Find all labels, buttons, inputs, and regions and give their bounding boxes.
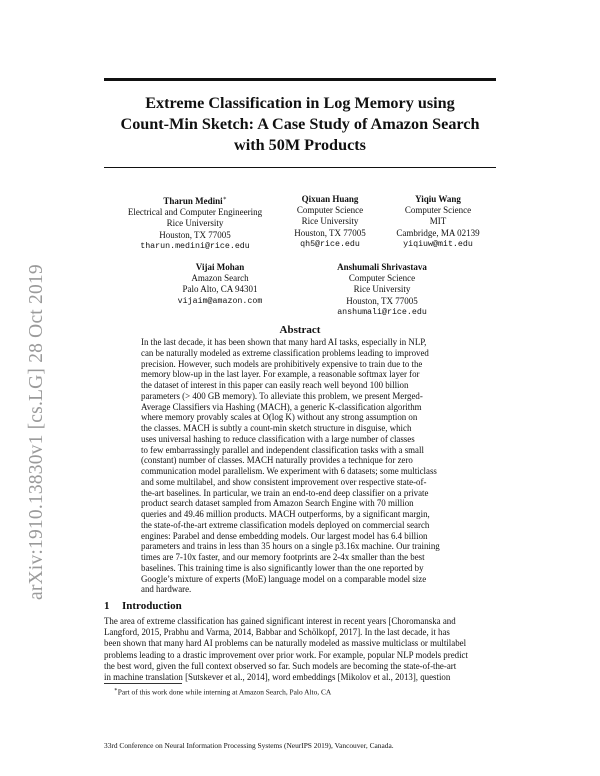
title-line: with 50M Products [234, 136, 366, 154]
author-block-mohan [160, 262, 280, 307]
abstract-line: can be naturally modeled as extreme classification problems leading to improved [141, 347, 429, 358]
author-affiliation: Rice University [353, 284, 411, 295]
abstract-line: the dataset of interest in this paper can easily reach well beyond 100 billion [141, 380, 409, 390]
author-name: Qixuan Huang [301, 194, 359, 204]
abstract-line: Google’s mixture of experts (MoE) language model on a comparable model size [141, 573, 427, 584]
author-address: Palo Alto, CA 94301 [182, 284, 258, 295]
author-name: Tharun Medini∗ [163, 196, 227, 206]
abstract-body [141, 337, 459, 595]
abstract-line: times are 7-10x faster, and our memory footprints are 2-4x smaller than the best [141, 552, 425, 562]
author-email[interactable]: qh5@rice.edu [300, 239, 360, 249]
abstract-line: communication model parallelism. We experiment with 6 datasets; some multiclass [141, 466, 437, 476]
intro-line: been shown that many hard AI problems can be naturally modeled as massive multiclass or multilabel [104, 638, 467, 649]
author-address: Houston, TX 77005 [159, 229, 231, 240]
abstract-line: parameters (> 400 GB memory). To alleviate this problem, we present Merged- [141, 390, 423, 401]
abstract-line: engines: Parabel and dense embedding models. Our largest model has 6.4 billion [141, 530, 428, 541]
author-email[interactable]: yiqiuw@mit.edu [403, 239, 473, 249]
title-top-rule [104, 78, 496, 81]
author-address: Houston, TX 77005 [346, 295, 418, 306]
author-affiliation: Computer Science [296, 205, 364, 216]
author-address: Houston, TX 77005 [294, 227, 366, 238]
footnote-mark: ∗ [114, 687, 118, 693]
section-title: Introduction [122, 600, 182, 612]
abstract-line: baselines. This training time is also significantly lower than the one reported by [141, 562, 424, 573]
footnote-rule [104, 683, 182, 684]
abstract-heading: Abstract [279, 324, 321, 336]
abstract-line: memory blow-up in the last layer. For example, a reasonable softmax layer for [141, 369, 420, 380]
author-affiliation: Electrical and Computer Engineering [127, 207, 263, 218]
author-block-medini [110, 194, 280, 252]
author-block-huang [278, 194, 382, 250]
section-heading-introduction [104, 600, 182, 612]
abstract-line: the-art baselines. In particular, we train an end-to-end deep classifier on a private [141, 487, 429, 498]
intro-line: the best word, given the full context observed so far. Such models are becoming the state-of-the-art [104, 660, 457, 671]
abstract-line: queries and 49.46 million products. MACH outperforms, by a significant margin, [141, 509, 430, 519]
intro-line: The area of extreme classification has gained significant interest in recent years [Choromanska and [104, 616, 456, 626]
footnote-mark: ∗ [222, 196, 227, 202]
author-affiliation: Computer Science [404, 205, 472, 216]
abstract-line: In the last decade, it has been shown that many hard AI tasks, especially in NLP, [141, 337, 427, 347]
intro-line: in machine translation [Sutskever et al., 2014], word embeddings [Mikolov et al., 2013], question [104, 672, 451, 683]
abstract-line: to few embarrassingly parallel and independent classification tasks with a small [141, 444, 424, 455]
author-block-shrivastava [316, 262, 448, 318]
introduction-body [104, 616, 496, 683]
intro-line: problems leading to a drastic improvement over prior work. For example, popular NLP models predict [104, 649, 468, 660]
author-name: Yiqiu Wang [415, 194, 461, 204]
abstract-line: product search dataset sampled from Amazon Search Engine with 70 million [141, 498, 414, 509]
author-affiliation: Amazon Search [191, 273, 249, 284]
abstract-line: where memory provably scales at O(log K) without any strong assumption on [141, 412, 418, 423]
author-affiliation: MIT [429, 216, 447, 227]
footnote-text: Part of this work done while interning at Amazon Search, Palo Alto, CA [117, 687, 332, 697]
title-line: Count-Min Sketch: A Case Study of Amazon Search [120, 115, 480, 133]
author-affiliation: Rice University [301, 216, 359, 227]
author-email[interactable]: tharun.medini@rice.edu [140, 241, 250, 251]
abstract-line: and hardware. [141, 584, 192, 595]
title-bottom-rule [104, 167, 496, 168]
section-number: 1 [104, 600, 110, 612]
arxiv-stamp: arXiv:1910.13830v1 [cs.LG] 28 Oct 2019 [26, 264, 47, 600]
author-affiliation: Computer Science [348, 273, 416, 284]
abstract-line: uses universal hashing to reduce classification with a large number of classes [141, 433, 415, 444]
footnote [114, 687, 331, 696]
abstract-line: Average Classifiers via Hashing (MACH), a generic K-classification algorithm [141, 401, 422, 412]
author-email[interactable]: vijaim@amazon.com [177, 296, 263, 306]
intro-line: Langford, 2015, Prabhu and Varma, 2014, Babbar and Schölkopf, 2017]. In the last decade, it has [104, 627, 450, 638]
author-email[interactable]: anshumali@rice.edu [337, 307, 427, 317]
paper-title [104, 93, 496, 156]
abstract-line: the classes. MACH is subtly a count-min sketch structure in disguise, which [141, 423, 412, 433]
title-line: Extreme Classification in Log Memory using [145, 94, 455, 112]
abstract-line: and some multilabel, and show consistent improvement over respective state-of- [141, 476, 427, 487]
conference-footer: 33rd Conference on Neural Information Processing Systems (NeurIPS 2019), Vancouver, Canada. [104, 741, 394, 750]
abstract-line: parameters and trains in less than 35 hours on a single p3.16x machine. Our training [141, 541, 440, 552]
abstract-line: (constant) number of classes. MACH naturally provides a technique for zero [141, 455, 413, 466]
author-name: Vijai Mohan [195, 262, 245, 272]
abstract-line: precision. However, such models are prohibitively expensive to train due to the [141, 358, 423, 369]
abstract-line: the state-of-the-art extreme classification models deployed on commercial search [141, 519, 430, 530]
author-name: Anshumali Shrivastava [337, 262, 427, 272]
author-affiliation: Rice University [166, 218, 224, 229]
author-address: Cambridge, MA 02139 [396, 227, 480, 238]
author-block-wang [383, 194, 493, 250]
